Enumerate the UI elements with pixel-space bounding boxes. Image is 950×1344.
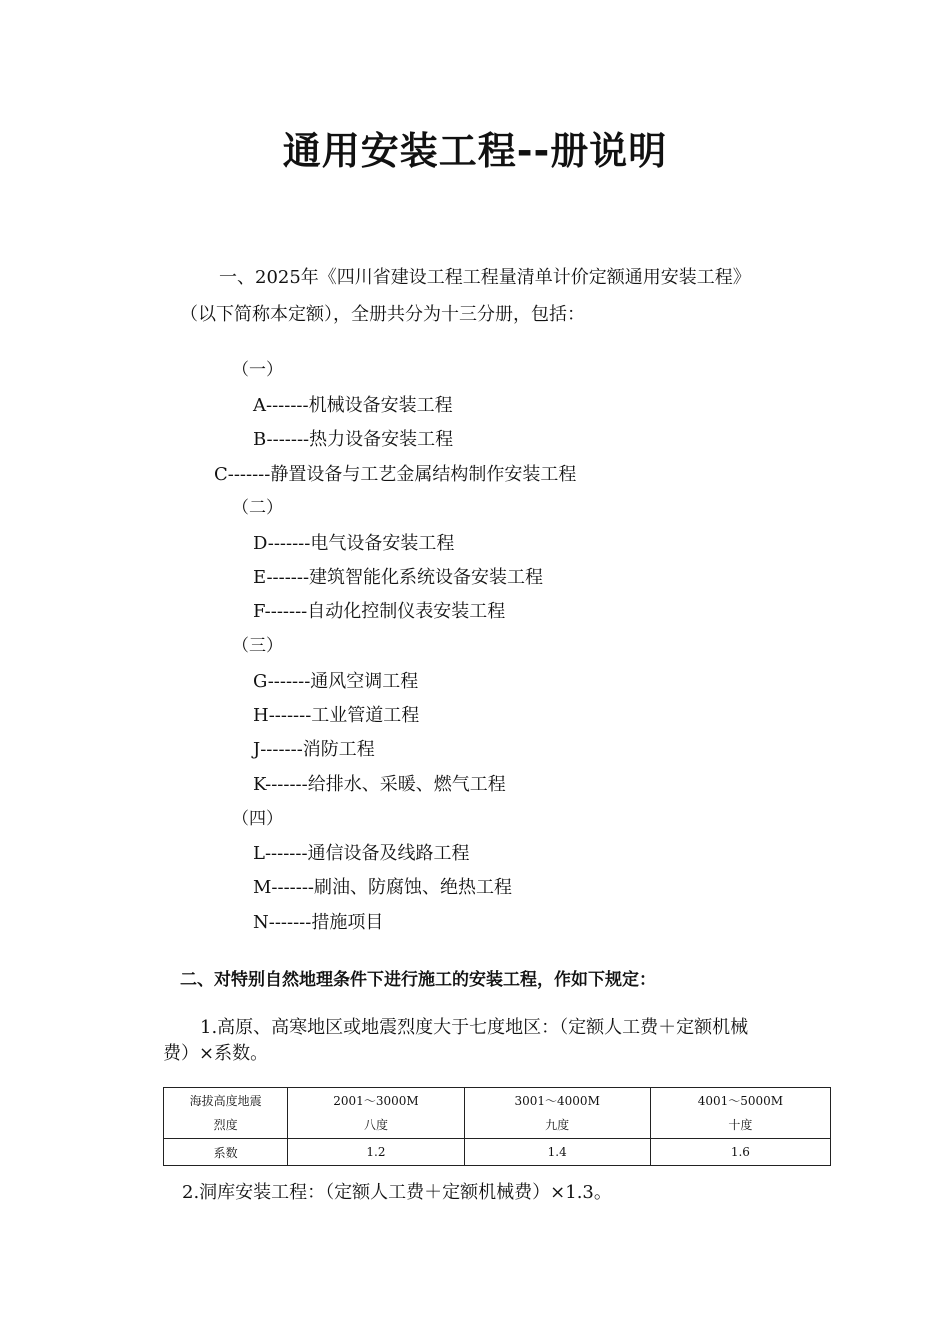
header-line: 烈度 [213, 1118, 238, 1132]
list-item-N: N-------措施项目 [253, 912, 384, 933]
list-item-B: B-------热力设备安装工程 [253, 429, 454, 450]
list-item-L: L-------通信设备及线路工程 [253, 843, 470, 864]
table-header-cell [288, 1088, 464, 1139]
section2-para1-line1: 1.高原、高寒地区或地震烈度大于七度地区：（定额人工费＋定额机械 [200, 1017, 749, 1038]
list-item-G: G-------通风空调工程 [253, 671, 419, 692]
list-item-K: K-------给排水、采暖、燃气工程 [253, 774, 506, 795]
list-item-E: E-------建筑智能化系统设备安装工程 [253, 567, 544, 588]
list-item-M: M-------刷油、防腐蚀、绝热工程 [253, 877, 513, 898]
header-line: 十度 [728, 1118, 753, 1132]
table-cell: 1.4 [464, 1139, 650, 1166]
table-header-row [164, 1088, 831, 1139]
table-row [164, 1139, 831, 1166]
table-cell: 1.6 [650, 1139, 830, 1166]
list-item-H: H-------工业管道工程 [253, 705, 420, 726]
table-header-cell [464, 1088, 650, 1139]
section2-para1-line2: 费）×系数。 [163, 1043, 269, 1064]
header-line: 2001～3000M [333, 1094, 419, 1108]
document-title: 通用安装工程--册说明 [282, 129, 668, 173]
list-item-A: A-------机械设备安装工程 [253, 395, 453, 416]
header-line: 九度 [545, 1118, 570, 1132]
table-row-label: 系数 [164, 1139, 288, 1166]
header-line: 3001～4000M [514, 1094, 600, 1108]
group-label-2: （二） [232, 498, 283, 518]
section2-para2: 2.洞库安装工程：（定额人工费＋定额机械费）×1.3。 [182, 1182, 612, 1203]
table-header-cell [650, 1088, 830, 1139]
group-label-3: （三） [232, 636, 283, 656]
list-item-J: J-------消防工程 [253, 739, 375, 760]
list-item-C: C-------静置设备与工艺金属结构制作安装工程 [214, 464, 577, 485]
list-item-D: D-------电气设备安装工程 [253, 533, 455, 554]
section1-line1: 一、2025年《四川省建设工程工程量清单计价定额通用安装工程》 [219, 267, 751, 288]
header-line: 4001～5000M [697, 1094, 784, 1108]
header-line: 海拔高度地震 [189, 1094, 262, 1108]
table-header-cell [164, 1088, 288, 1139]
header-line: 八度 [363, 1118, 388, 1132]
group-label-4: （四） [232, 809, 283, 829]
section2-heading: 二、对特别自然地理条件下进行施工的安装工程，作如下规定： [180, 970, 656, 990]
section1-line2: （以下简称本定额），全册共分为十三分册，包括： [180, 304, 585, 325]
list-item-F: F-------自动化控制仪表安装工程 [253, 601, 506, 622]
coefficient-table [163, 1087, 831, 1166]
table-cell: 1.2 [288, 1139, 464, 1166]
group-label-1: （一） [232, 360, 283, 380]
